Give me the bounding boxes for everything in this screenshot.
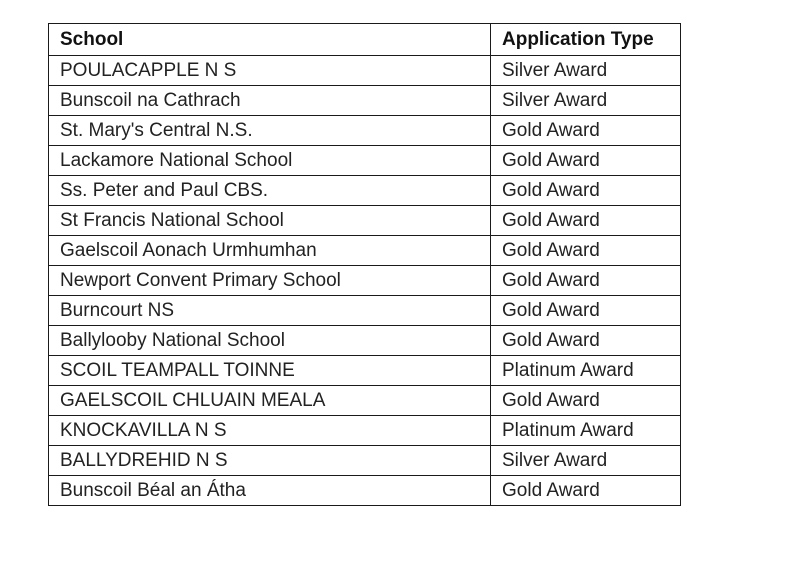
column-header-application-type: Application Type xyxy=(491,24,681,56)
table-row xyxy=(49,476,681,506)
school-cell: BALLYDREHID N S xyxy=(49,446,491,476)
application-type-cell: Gold Award xyxy=(491,266,681,296)
table-header-row xyxy=(49,24,681,56)
column-header-school: School xyxy=(49,24,491,56)
application-type-cell: Silver Award xyxy=(491,86,681,116)
table-row xyxy=(49,86,681,116)
school-cell: Gaelscoil Aonach Urmhumhan xyxy=(49,236,491,266)
school-cell: SCOIL TEAMPALL TOINNE xyxy=(49,356,491,386)
school-cell: Burncourt NS xyxy=(49,296,491,326)
table-row xyxy=(49,446,681,476)
application-type-cell: Gold Award xyxy=(491,326,681,356)
application-type-cell: Gold Award xyxy=(491,206,681,236)
school-cell: Bunscoil Béal an Átha xyxy=(49,476,491,506)
table-row xyxy=(49,176,681,206)
table-row xyxy=(49,56,681,86)
application-type-cell: Gold Award xyxy=(491,476,681,506)
table-row xyxy=(49,386,681,416)
application-type-cell: Silver Award xyxy=(491,446,681,476)
application-type-cell: Platinum Award xyxy=(491,356,681,386)
application-type-cell: Gold Award xyxy=(491,116,681,146)
schools-awards-table xyxy=(48,23,681,506)
school-cell: Lackamore National School xyxy=(49,146,491,176)
application-type-cell: Gold Award xyxy=(491,176,681,206)
application-type-cell: Gold Award xyxy=(491,296,681,326)
table-row xyxy=(49,236,681,266)
school-cell: KNOCKAVILLA N S xyxy=(49,416,491,446)
application-type-cell: Gold Award xyxy=(491,236,681,266)
table-row xyxy=(49,266,681,296)
table-row xyxy=(49,116,681,146)
table-row xyxy=(49,146,681,176)
school-cell: Ss. Peter and Paul CBS. xyxy=(49,176,491,206)
school-cell: St. Mary's Central N.S. xyxy=(49,116,491,146)
table-row xyxy=(49,296,681,326)
table-row xyxy=(49,356,681,386)
application-type-cell: Gold Award xyxy=(491,386,681,416)
application-type-cell: Platinum Award xyxy=(491,416,681,446)
table-row xyxy=(49,326,681,356)
school-cell: St Francis National School xyxy=(49,206,491,236)
school-cell: Ballylooby National School xyxy=(49,326,491,356)
school-cell: Bunscoil na Cathrach xyxy=(49,86,491,116)
table-row xyxy=(49,416,681,446)
application-type-cell: Gold Award xyxy=(491,146,681,176)
school-cell: Newport Convent Primary School xyxy=(49,266,491,296)
table-row xyxy=(49,206,681,236)
application-type-cell: Silver Award xyxy=(491,56,681,86)
school-cell: POULACAPPLE N S xyxy=(49,56,491,86)
school-cell: GAELSCOIL CHLUAIN MEALA xyxy=(49,386,491,416)
